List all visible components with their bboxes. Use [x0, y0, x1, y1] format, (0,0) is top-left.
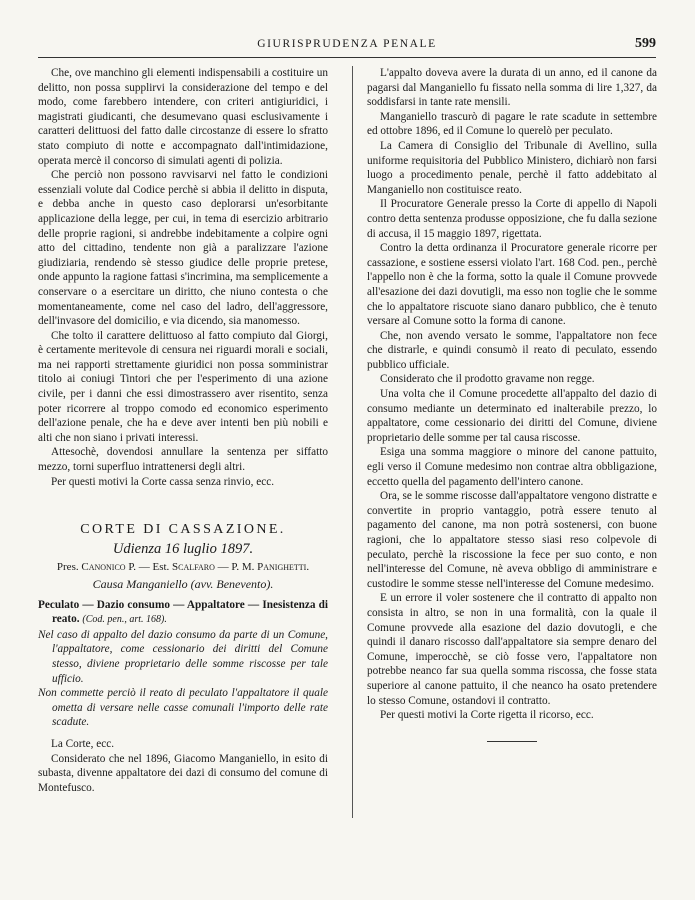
page-number: 599 [635, 36, 656, 51]
right-column [367, 66, 657, 742]
paragraph: Una volta che il Comune procedette all'appalto del dazio di consumo mediante un determinato ed inalterabile prezzo, lo appaltatore, come cessionario dei diritti del Comune, diviene proprietario delle somme per tal causa riscosse. [367, 388, 657, 444]
paragraph: Che perciò non possono ravvisarvi nel fatto le condizioni essenziali volute dal Codice perchè si abbia il delitto in disputa, e debba anche in questo caso deplorarsi un'esorbitante applicazione della legge, per cui, in tema di esercizio arbitrario delle proprie ragioni, si andrebbe indebitamente a colpire ogni atto del cittadino, tendente non già a paralizzare l'azione giudiziaria, rendendo sè stesso giudice delle proprie pretese, onde appunto la ragione fattasi s'incrimina, ma semplicemente a conservare o a esercitare un diritto, che niuno contesta o che momentaneamente, come nel caso del ladro, dell'aggressore, dell'invasore del domicilio, e via dicendo, sia manomesso. [38, 169, 328, 328]
hearing-date: Udienza 16 luglio 1897. [112, 540, 254, 557]
running-title: GIURISPRUDENZA PENALE [257, 38, 437, 50]
maxim: Nel caso di appalto del dazio consumo da parte di un Comune, l'appaltatore, come cessionario dei diritti del Comune stesso, diviene proprietario delle somme riscosse per tale ufficio. [38, 628, 328, 685]
est-label: — Est. [138, 561, 170, 574]
paragraph: La Camera di Consiglio del Tribunale di Avellino, sulla uniforme requisitoria del Pubblico Ministero, dichiarò non farsi luogo a procedimento penale, perchè il fatto addebitato al Manganiello non costituisce reato. [367, 139, 657, 196]
paragraph: E un errore il voler sostenere che il contratto di appalto non consista in altro, se non in una formalità, con la quale il Comune provvede alla esazione del dazio dovutogli, e che quindi il danaro riscosso dall'appaltatore sia sempre denaro del Comune, imperocchè, se ciò fosse vero, l'appaltatore non potrebbe neanco far sua quella somma riscossa, che fosse stata superiore al canone pattuito, il che neanco ha osato pretendere lo stesso Comune, ostandovi il contratto. [367, 592, 657, 707]
paragraph: Che, non avendo versato le somme, l'appaltatore non fece che distrarle, e quindi consumò il reato di peculato, essendo pubblico ufficiale. [367, 329, 657, 371]
keywords-text: Peculato — Dazio consumo — Appaltatore — Inesistenza di reato. [38, 598, 328, 626]
paragraph: Considerato che il prodotto gravame non regge. [380, 373, 595, 386]
pm-name: Panighetti. [257, 561, 310, 574]
page-header [38, 36, 656, 56]
paragraph: Manganiello trascurò di pagare le rate scadute in settembre ed ottobre 1896, ed il Comune lo querelò per peculato. [367, 110, 657, 138]
paragraph: Attesochè, dovendosi annullare la sentenza per siffatto mezzo, torni superfluo intrattenersi degli altri. [38, 446, 328, 474]
paragraph: Che, ove manchino gli elementi indispensabili a costituire un delitto, non possa supplirvi la considerazione del tempo e del modo, come farebbero intendere, con criteri antigiuridici, i magistrati giudicanti, che desumevano quasi esclusivamente i caratteri delittuosi del fatto dalle circostanze di essere lo sfratto stato compiuto di notte e accompagnato dall'intimidazione, operata mercè il concorso di simulati agenti di polizia. [38, 67, 328, 167]
case-name: Causa Manganiello (avv. Benevento). [92, 577, 274, 591]
est-name: Scalfaro [172, 561, 215, 574]
pres-name: Canonico P. [81, 561, 136, 574]
pres-label: Pres. [56, 561, 79, 574]
paragraph: Per questi motivi la Corte cassa senza rinvio, ecc. [51, 475, 275, 488]
paragraph: Il Procuratore Generale presso la Corte di appello di Napoli contro detta sentenza produsse opposizione, che fu dalla sezione di accusa, il 15 maggio 1897, rigettata. [367, 198, 657, 240]
paragraph: Che tolto il carattere delittuoso al fatto compiuto dal Giorgi, è certamente meritevole di censura nei riguardi morali e sociali, ma nei rapporti strettamente giuridici non possa somministrar titolo ai coniugi Tintori che per l'esperimento di una azione civile, per i danni che essi dimostrassero aver risentito, senza poter ricorrere al troppo comodo ed economico esperimento dell'azione penale, che ha e deve aver intenti ben più nobili e alti che non siano i privati interessi. [38, 329, 328, 444]
column-separator [352, 66, 353, 818]
paragraph: La Corte, ecc. [51, 737, 115, 750]
pm-label: — P. M. [217, 561, 255, 574]
paragraph: Contro la detta ordinanza il Procuratore generale ricorre per cassazione, e sostiene essersi violato l'art. 168 Cod. pen., perchè l'appello non è che la forma, sotto la quale il Comune provvede all'esazione dei dazi dovutigli, ma esso non toglie che le somme che lo appaltatore riscuote siano danaro pubblico, che è tenuto versare al Comune sotto la forma di canone. [367, 242, 657, 328]
maxim: Non commette perciò il reato di peculato l'appaltatore il quale ometta di versare nelle casse comunali l'importo delle rate scadute. [38, 687, 328, 729]
court-heading: CORTE DI CASSAZIONE. [80, 522, 286, 538]
header-rule [38, 57, 656, 58]
paragraph: Ora, se le somme riscosse dall'appaltatore vengono distratte e convertite in proprio vantaggio, potrà essere tenuto al pagamento del canone, ma non potrà sostenersi, con buone ragioni, che lo appaltatore stesso siasi reso colpevole di peculato, perchè la riscossione la fece per suo conto, e non nell'interesse del Comune, nè aveva obbligo di amministrare e custodire le somme stesse nell'interesse del Comune medesimo. [367, 490, 657, 590]
judges-panel [38, 560, 328, 575]
left-column [38, 66, 328, 795]
keywords [38, 598, 328, 628]
paragraph: Per questi motivi la Corte rigetta il ricorso, ecc. [380, 709, 594, 722]
end-rule [487, 741, 537, 742]
paragraph: Esiga una somma maggiore o minore del canone pattuito, egli verso il Comune medesimo non contrae altra obbligazione, eccetto quella del pagamento dell'intero canone. [367, 446, 657, 488]
paragraph: L'appalto doveva avere la durata di un anno, ed il canone da pagarsi dal Manganiello fu fissato nella somma di lire 1,327, da soddisfarsi in tante rate mensili. [367, 67, 657, 109]
paragraph: Considerato che nel 1896, Giacomo Manganiello, in esito di subasta, divenne appaltatore dei dazi di consumo del comune di Montefusco. [38, 752, 328, 794]
keywords-citation: (Cod. pen., art. 168). [82, 614, 167, 626]
